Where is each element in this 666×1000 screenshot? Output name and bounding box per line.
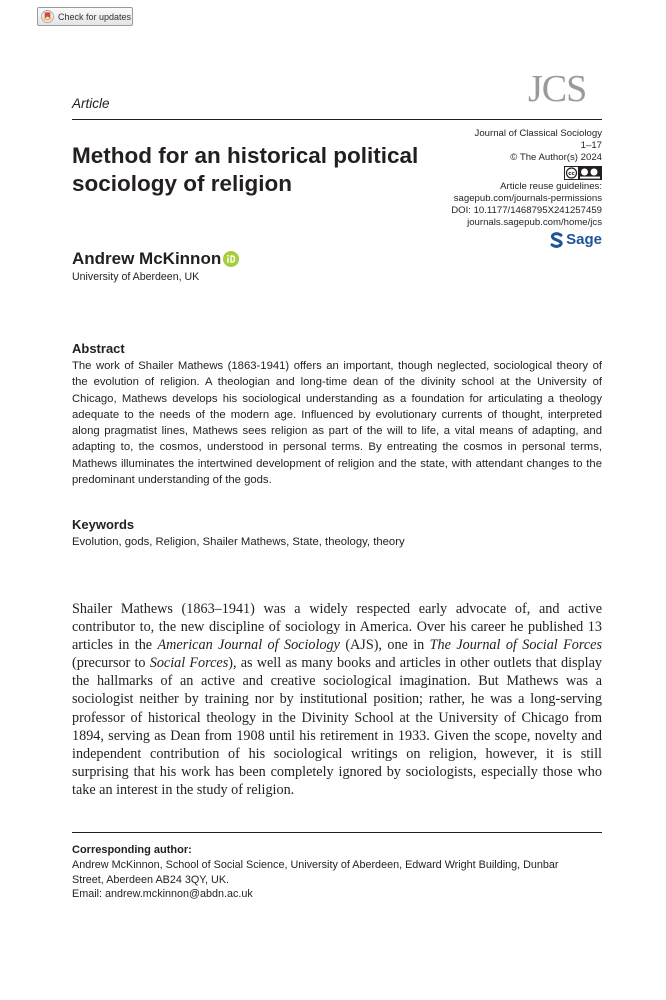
journal-home-link[interactable]: journals.sagepub.com/home/jcs <box>467 217 602 229</box>
author-name-text: Andrew McKinnon <box>72 249 222 268</box>
author-affiliation: University of Aberdeen, UK <box>72 271 200 283</box>
journal-title-social-forces-old: The Journal of Social Forces <box>429 637 602 654</box>
journal-title-social-forces: Social Forces <box>149 655 229 672</box>
sage-wordmark: Sage <box>566 231 602 249</box>
header-divider <box>72 119 602 120</box>
page-range: 1–17 <box>580 140 602 152</box>
author-block <box>72 249 239 283</box>
keywords-list: Evolution, gods, Religion, Shailer Mathews, State, theology, theory <box>72 536 405 548</box>
article-type-label: Article <box>72 96 110 111</box>
crossmark-icon <box>41 10 54 23</box>
corresponding-author-heading: Corresponding author: <box>72 844 192 856</box>
journal-logo: JCS <box>528 68 587 110</box>
body-paragraph: Shailer Mathews (1863–1941) was a widely respected early advocate of, and active contributor to, the new discipline of sociology in America. Over his career he published 13 articles in the American Journal of Sociology (AJS), one in The Journal of Social Forces (precursor to Social Forces), as well as many books and articles in other outlets that display the hallmarks of an active and creative sociological imagination. But Mathews was a sociologist neither by training nor by institutional position; rather, he was a long-serving professor of historical theology in the Divinity School at the University of Chicago from 1894, serving as Dean from 1908 until his retirement in 1933. Given the scope, novelty and independent contribution of his sociological writings on religion, however, it is still surprising that his work has been completely ignored by sociologists, especially those who take an interest in the study of religion. <box>72 601 602 798</box>
doi-link[interactable]: DOI: 10.1177/1468795X241257459 <box>451 205 602 217</box>
footer-divider <box>72 832 602 833</box>
keywords-heading: Keywords <box>72 517 135 532</box>
reuse-guidelines-label: Article reuse guidelines: <box>500 180 602 192</box>
journal-title-ajs: American Journal of Sociology <box>157 637 340 654</box>
check-for-updates-label: Check for updates <box>58 11 132 22</box>
permissions-link[interactable]: sagepub.com/journals-permissions <box>453 192 602 204</box>
svg-text:cc: cc <box>568 170 575 177</box>
corresponding-author-address: Andrew McKinnon, School of Social Science, University of Aberdeen, Edward Wright Building, Dunbar Street, Aberdeen AB24 3QY, UK. <box>72 859 559 886</box>
check-for-updates-button[interactable] <box>37 7 133 26</box>
copyright-notice: © The Author(s) 2024 <box>510 152 602 164</box>
corresponding-author-email[interactable]: Email: andrew.mckinnon@abdn.ac.uk <box>72 888 253 900</box>
abstract-heading: Abstract <box>72 341 125 356</box>
article-title: Method for an historical political sociology of religion <box>72 143 419 196</box>
journal-name: Journal of Classical Sociology <box>474 128 602 139</box>
cc-license-badge[interactable] <box>564 166 602 180</box>
sage-s-icon <box>550 232 564 248</box>
article-metadata <box>451 128 602 253</box>
author-name[interactable] <box>72 249 239 269</box>
sage-logo <box>550 232 602 248</box>
abstract-text: The work of Shailer Mathews (1863-1941) offers an important, though neglected, sociological theory of the evolution of religion. A theologian and long-time dean of the divinity school at the University of Chicago, Mathews develops his sociological understanding as a foundation for articulating a theology adequate to the needs of the modern age. Influenced by evolutionary currents of thought, interpreted along pragmatist lines, Mathews sees religion as part of the will to life, a vital means of adapting, and adapting to, the cosmos, understood in personal terms. By entreating the cosmos in personal terms, Mathews illuminates the intertwined development of religion and the state, with attendant changes to the predominant understanding of the gods. <box>72 360 602 487</box>
orcid-icon[interactable] <box>223 251 239 267</box>
